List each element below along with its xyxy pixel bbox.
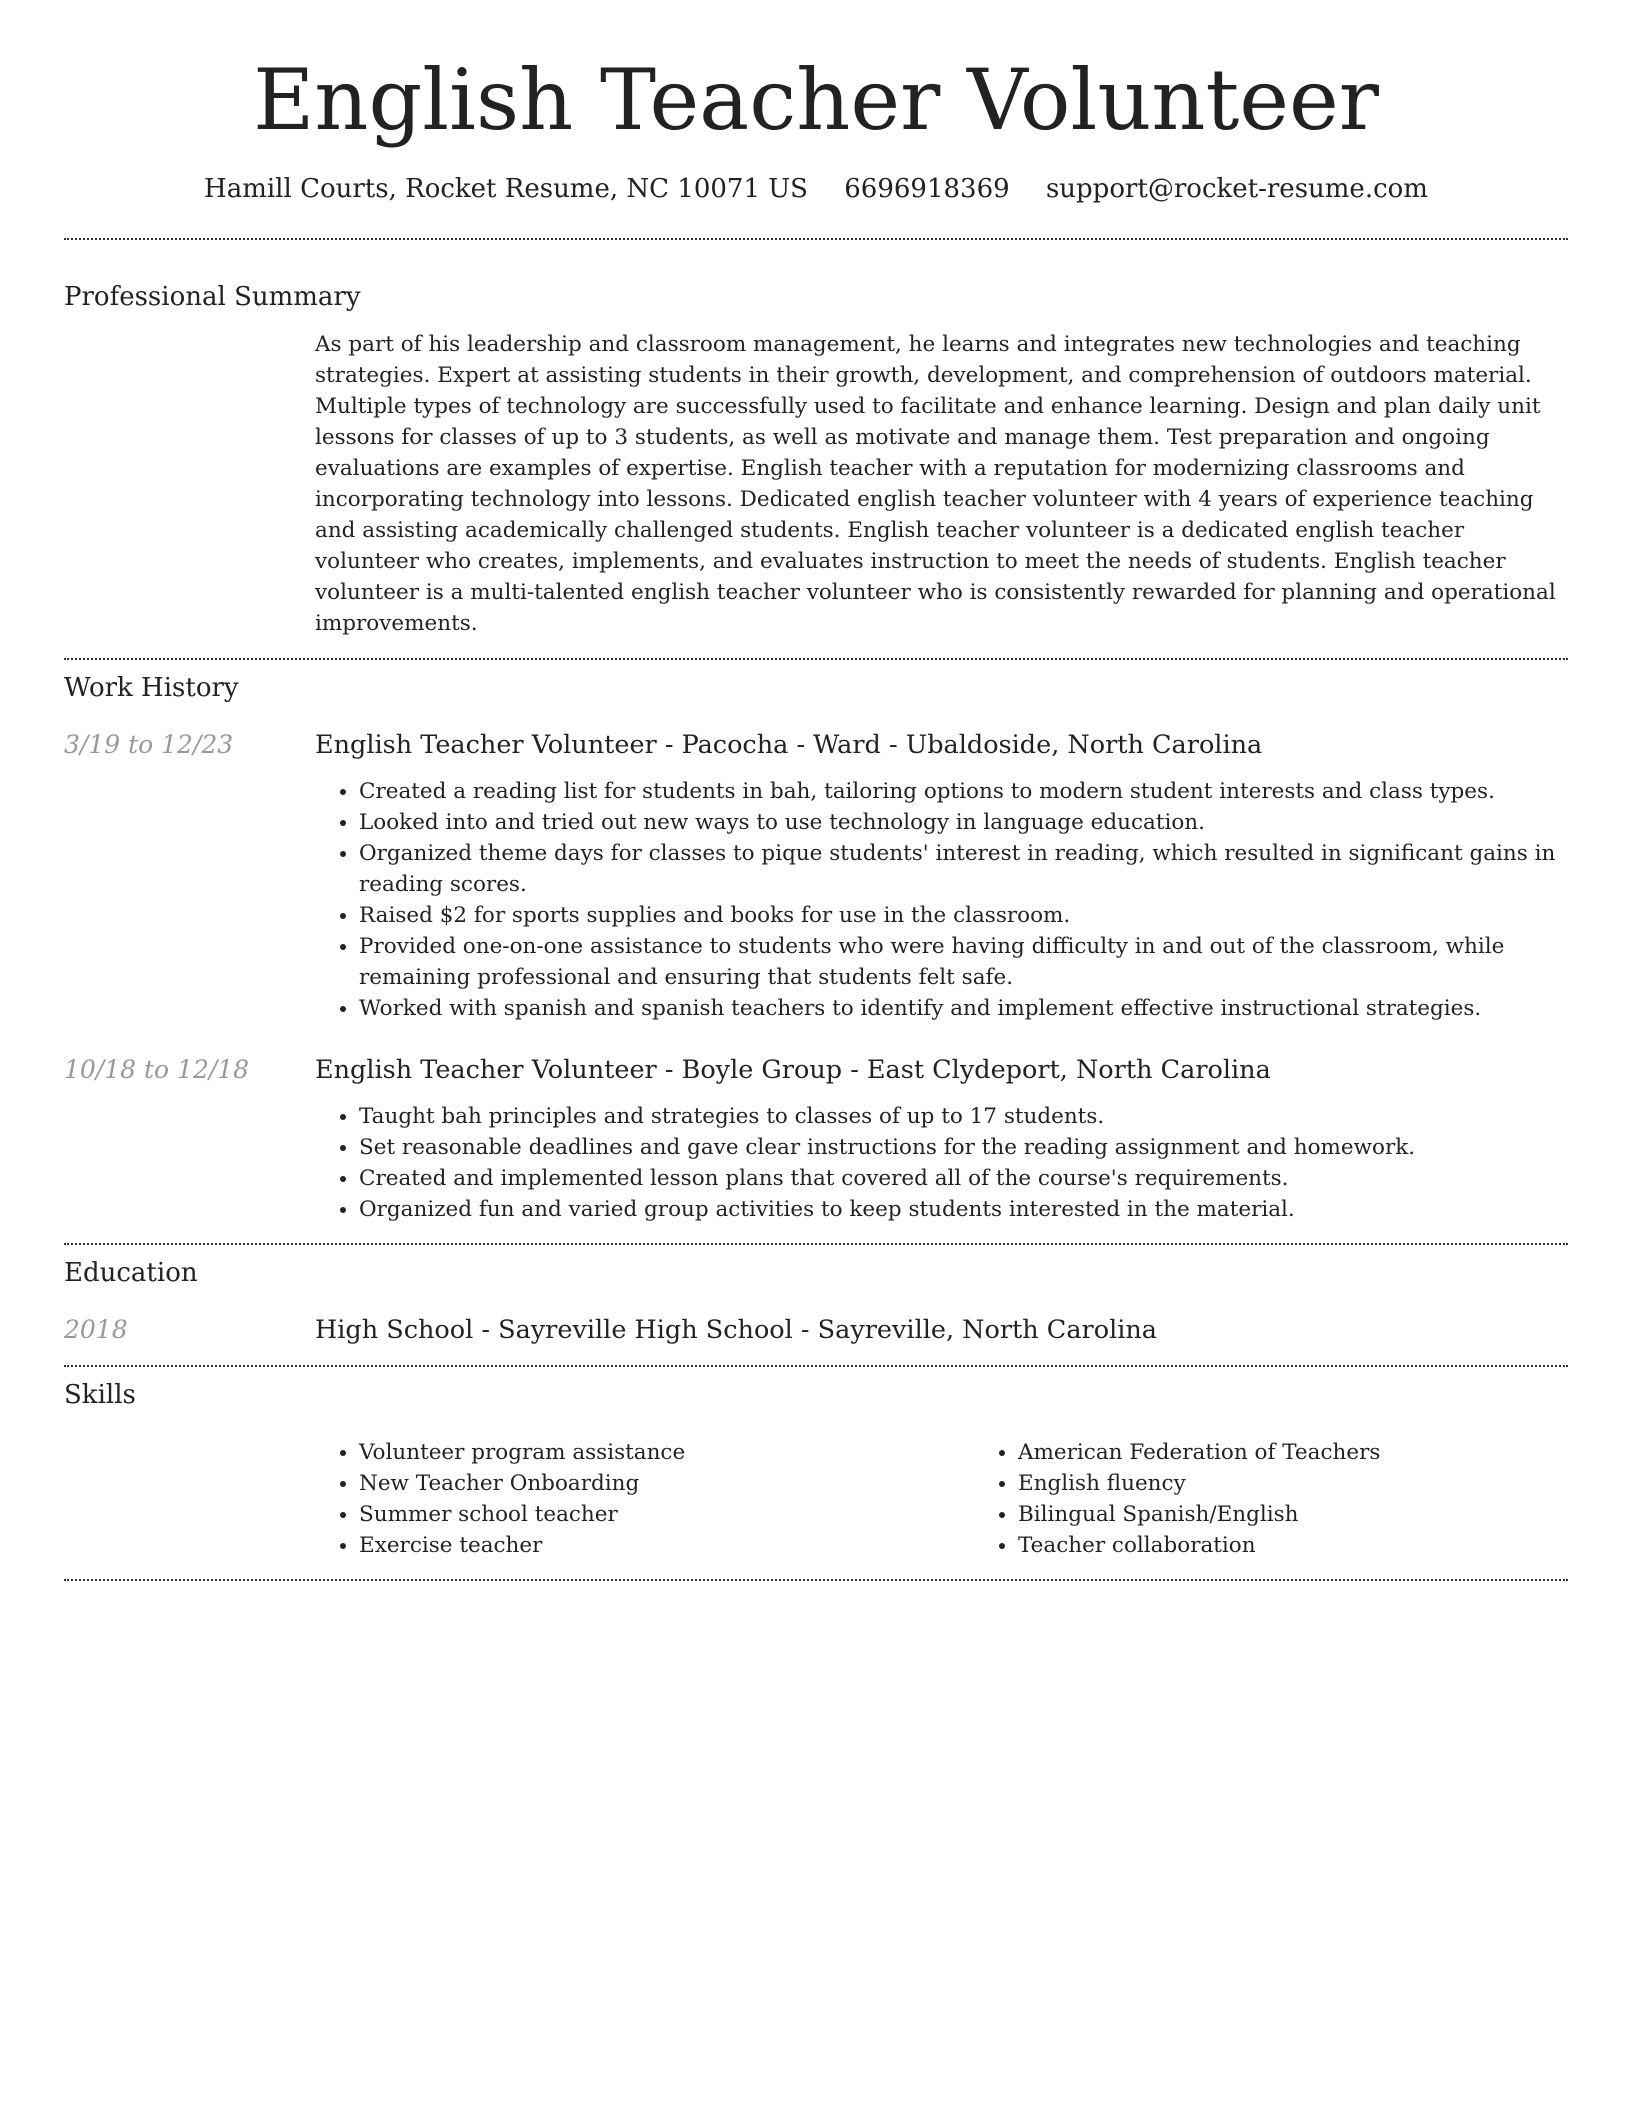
resume-header: [64, 0, 1568, 206]
skill-item: • Summer school teacher: [359, 1499, 974, 1530]
job-duties-list: [315, 1101, 1568, 1225]
list-item: • Worked with spanish and spanish teachers to identify and implement effective instructional strategies.: [359, 993, 1568, 1024]
skill-item: • Teacher collaboration: [1018, 1530, 1632, 1561]
contact-phone: 6696918369: [844, 174, 1010, 204]
skills-left-spacer: [64, 1437, 315, 1561]
job-employer-location: - Boyle Group - East Clydeport, North Carolina: [656, 1055, 1271, 1085]
education-degree: High School: [315, 1315, 474, 1345]
skill-item: • Bilingual Spanish/English: [1018, 1499, 1632, 1530]
contact-line: [64, 172, 1568, 206]
list-item: • Organized fun and varied group activities to keep students interested in the material.: [359, 1194, 1568, 1225]
list-item: • Organized theme days for classes to pique students' interest in reading, which resulted in significant gains in reading scores.: [359, 838, 1568, 900]
list-item: • Provided one-on-one assistance to students who were having difficulty in and out of the classroom, while remaining professional and ensuring that students felt safe.: [359, 931, 1568, 993]
work-history-heading: Work History: [64, 673, 239, 703]
education-heading: Education: [64, 1258, 198, 1288]
summary-section: [64, 240, 1568, 639]
candidate-name: English Teacher Volunteer: [253, 51, 1379, 149]
skill-item: • American Federation of Teachers: [1018, 1437, 1632, 1468]
job-role: English Teacher Volunteer: [315, 1055, 657, 1085]
summary-text: As part of his leadership and classroom management, he learns and integrates new technologies and teaching strategies. Expert at assisting students in their growth, development, and comprehension of outdoors material. Multiple types of technology are successfully used to facilitate and enhance learning. Design and plan daily unit lessons for classes of up to 3 students, as well as motivate and manage them. Test preparation and ongoing evaluations are examples of expertise. English teacher with a reputation for modernizing classrooms and incorporating technology into lessons. Dedicated english teacher volunteer with 4 years of experience teaching and assisting academically challenged students. English teacher volunteer is a dedicated english teacher volunteer who creates, implements, and evaluates instruction to meet the needs of students. English teacher volunteer is a multi-talented english teacher volunteer who is consistently rewarded for planning and operational improvements.: [315, 332, 1556, 636]
education-section: [64, 1245, 1568, 1347]
list-item: • Created and implemented lesson plans that covered all of the course's requirements.: [359, 1163, 1568, 1194]
job-dates: 10/18 to 12/18: [64, 1055, 250, 1084]
skills-list-left: [315, 1437, 974, 1561]
education-entry: [64, 1313, 1568, 1347]
list-item: • Looked into and tried out new ways to use technology in language education.: [359, 807, 1568, 838]
list-item: • Created a reading list for students in bah, tailoring options to modern student interests and class types.: [359, 776, 1568, 807]
education-year: 2018: [64, 1315, 128, 1344]
work-history-section: [64, 660, 1568, 1225]
job-dates: 3/19 to 12/23: [64, 730, 234, 759]
job-heading: [315, 1053, 1568, 1087]
education-school-location: - Sayreville High School - Sayreville, North Carolina: [473, 1315, 1157, 1345]
skill-item: • Exercise teacher: [359, 1530, 974, 1561]
job-entry: [64, 1053, 1568, 1225]
skills-grid: [315, 1437, 1632, 1561]
section-divider: [64, 1579, 1568, 1581]
skills-section: [64, 1367, 1568, 1561]
summary-left-spacer: [64, 329, 315, 639]
job-employer-location: - Pacocha - Ward - Ubaldoside, North Carolina: [656, 730, 1263, 760]
job-duties-list: [315, 776, 1568, 1024]
skill-item: • New Teacher Onboarding: [359, 1468, 974, 1499]
contact-email: support@rocket-resume.com: [1045, 174, 1428, 204]
job-entry: [64, 728, 1568, 1024]
skill-item: • Volunteer program assistance: [359, 1437, 974, 1468]
contact-address: Hamill Courts, Rocket Resume, NC 10071 US: [204, 174, 808, 204]
job-heading: [315, 728, 1568, 762]
list-item: • Taught bah principles and strategies to classes of up to 17 students.: [359, 1101, 1568, 1132]
skill-item: • English fluency: [1018, 1468, 1632, 1499]
list-item: • Raised $2 for sports supplies and books for use in the classroom.: [359, 900, 1568, 931]
skills-heading: Skills: [64, 1380, 136, 1410]
education-heading-line: [315, 1313, 1568, 1347]
summary-heading: Professional Summary: [64, 282, 361, 312]
list-item: • Set reasonable deadlines and gave clear instructions for the reading assignment and homework.: [359, 1132, 1568, 1163]
job-role: English Teacher Volunteer: [315, 730, 657, 760]
skills-list-right: [974, 1437, 1632, 1561]
